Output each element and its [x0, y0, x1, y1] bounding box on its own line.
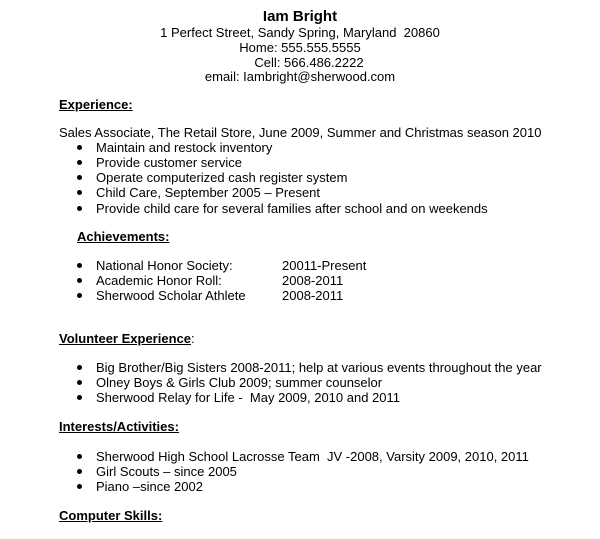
bullet-icon [77, 395, 82, 400]
achievement-years: 20011-Present [282, 258, 367, 273]
list-item: Child Care, September 2005 – Present [77, 185, 91, 245]
cell-phone: Cell: 566.486.2222 [254, 54, 364, 70]
address-line: 1 Perfect Street, Sandy Spring, Maryland 20860 [160, 25, 440, 40]
list-item: Girl Scouts – since 2005 [77, 464, 91, 524]
list-item: Big Brother/Big Sisters 2008-2011; help at various events throughout the year [77, 360, 91, 420]
contact-header [0, 8, 600, 85]
list-item: Sherwood Relay for Life - May 2009, 2010 and 2011 [77, 390, 91, 450]
bullet-icon [77, 454, 82, 459]
list-item: Sherwood Scholar Athlete [77, 288, 91, 348]
interests-heading: Interests/Activities: [59, 419, 179, 434]
list-item: Provide child care for several families after school and on weekends [77, 201, 91, 261]
bullet-icon [77, 380, 82, 385]
bullet-icon [77, 145, 82, 150]
bullet-icon [77, 206, 82, 211]
volunteer-heading: Volunteer Experience: [59, 331, 195, 346]
bullet-icon [77, 160, 82, 165]
list-item: Academic Honor Roll: [77, 273, 91, 333]
home-phone: Home: 555.555.5555 [239, 39, 361, 55]
list-item: National Honor Society: [77, 258, 91, 318]
bullet-icon [77, 484, 82, 489]
achievements-heading: Achievements: [77, 229, 170, 244]
achievement-years: 2008-2011 [282, 273, 344, 288]
candidate-name: Iam Bright [262, 8, 338, 25]
bullet-icon [77, 278, 82, 283]
list-item: Operate computerized cash register system [77, 170, 91, 230]
job-line: Sales Associate, The Retail Store, June 2009, Summer and Christmas season 2010 [59, 125, 542, 140]
bullet-icon [77, 190, 82, 195]
achievement-years: 2008-2011 [282, 288, 344, 303]
list-item: Piano –since 2002 [77, 479, 91, 539]
bullet-icon [77, 263, 82, 268]
email-line: email: Iambright@sherwood.com [204, 69, 396, 85]
experience-heading: Experience: [59, 97, 133, 112]
list-item: Olney Boys & Girls Club 2009; summer counselor [77, 375, 91, 435]
computer-skills-heading: Computer Skills: [59, 508, 163, 523]
bullet-icon [77, 175, 82, 180]
list-item: Provide customer service [77, 155, 91, 215]
list-item: Maintain and restock inventory [77, 140, 91, 200]
bullet-icon [77, 365, 82, 370]
bullet-icon [77, 469, 82, 474]
bullet-icon [77, 293, 82, 298]
list-item: Sherwood High School Lacrosse Team JV -2008, Varsity 2009, 2010, 2011 [77, 449, 91, 509]
